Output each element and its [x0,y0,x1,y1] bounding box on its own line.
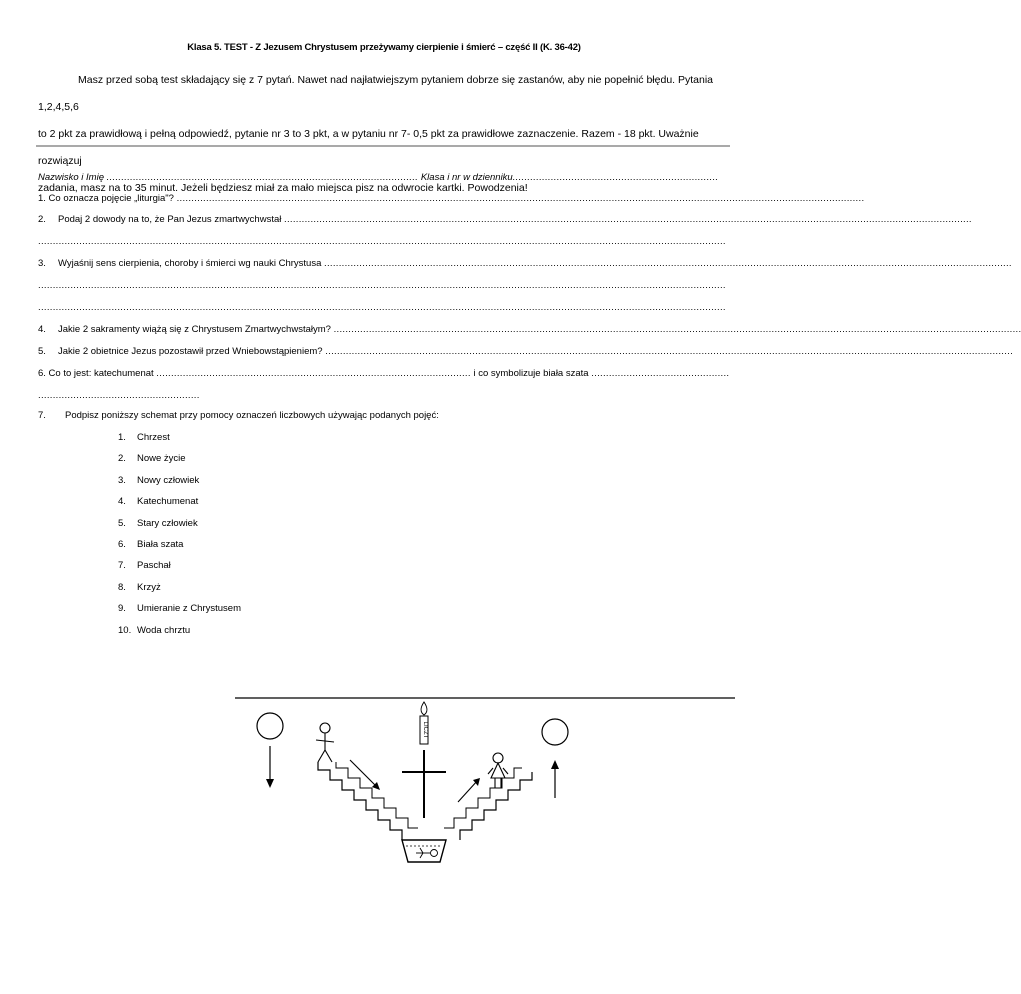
question-6-text-a: 6. Co to jest: katechumenat [38,368,157,379]
term-item [118,603,241,624]
term-number: 2. [118,453,126,465]
term-item [118,496,241,517]
term-label: Nowy człowiek [137,474,200,486]
term-item [118,625,241,646]
term-label: Nowe życie [137,453,186,465]
right-stairs-inner [444,768,522,828]
page-title: Klasa 5. TEST - Z Jezusem Chrystusem przeżywamy cierpienie i śmierć – część II (K. 36-42) [187,42,581,53]
term-label: Katechumenat [137,496,199,508]
question-6-text-b: i co symbolizuje biała szata [470,368,592,379]
term-number: 1. [118,432,126,443]
term-label: Umieranie z Chrystusem [137,603,241,615]
paschal-candle-icon [420,702,428,744]
name-line [38,172,728,183]
question-5-text: Jakie 2 obietnice Jezus pozostawił przed Wniebowstąpieniem? [58,346,326,357]
question-3 [38,258,1012,269]
stick-figure-icon [316,723,334,762]
answer-6a-field[interactable]: ........................................................................................................... [156,368,471,379]
answer-6-dots[interactable]: ....................................................... [38,390,200,401]
terms-list [118,432,241,646]
answer-6b-field[interactable]: ............................................... [591,368,730,379]
name-label: Nazwisko i Imię [38,172,107,183]
term-number: 5. [118,517,126,529]
question-5-number: 5. [38,346,46,357]
answer-2-dots[interactable]: .......................................................................................................................................................................................................................................... [38,236,726,247]
term-label: Woda chrztu [137,624,191,636]
term-number: 10. [118,624,132,636]
class-field[interactable]: ...................................................................... [512,172,719,183]
question-7 [38,410,439,421]
question-2-text: Podaj 2 dowody na to, że Pan Jezus zmartwychwstał [58,214,285,225]
answer-3-dots-a[interactable]: .......................................................................................................................................................................................................................................... [38,280,726,291]
question-2 [38,214,972,225]
term-number: 8. [118,581,126,593]
term-number: 4. [118,496,126,508]
term-label: Krzyż [137,581,161,593]
question-3-text: Wyjaśnij sens cierpienia, choroby i śmierci wg nauki Chrystusa [58,258,325,269]
candle-label: LICZT [422,721,428,739]
answer-3-dots-b[interactable]: .......................................................................................................................................................................................................................................... [38,302,726,313]
question-4 [38,324,1021,335]
answer-4-field[interactable]: .......................................................................................................................................................................................................................................... [333,324,1021,335]
term-item [118,432,241,453]
answer-2-line-2[interactable] [38,236,728,247]
right-stairs [460,772,532,840]
answer-6-line-2[interactable] [38,390,728,401]
term-label: Chrzest [137,432,170,443]
question-7-number: 7. [38,410,46,421]
question-4-text: Jakie 2 sakramenty wiążą się z Chrystusem Zmartwychwstałym? [58,324,334,335]
question-3-number: 3. [38,258,46,269]
term-item [118,582,241,603]
immersed-figure-icon [416,848,438,858]
answer-3-line-3[interactable] [38,302,728,313]
class-label: Klasa i nr w dzienniku [418,172,513,183]
question-7-text: Podpisz poniższy schemat przy pomocy oznaczeń liczbowych używając podanych pojęć: [65,410,439,421]
answer-3-field[interactable]: .......................................................................................................................................................................................................................................... [324,258,1012,269]
term-label: Stary człowiek [137,517,198,529]
question-4-number: 4. [38,324,46,335]
answer-2-field[interactable]: .......................................................................................................................................................................................................................................... [284,214,972,225]
new-man-figure-icon [488,753,508,788]
question-6 [38,368,728,379]
question-1 [38,193,865,204]
answer-3-line-2[interactable] [38,280,728,291]
term-number: 3. [118,474,126,486]
up-slope-arrow-shaft [458,780,478,802]
instructions-line-2: to 2 pkt za prawidłową i pełną odpowiedź, pytanie nr 3 to 3 pkt, a w pytaniu nr 7- 0,5 pkt za prawidłowe zaznaczenie. Razem - 18 pkt. Uważnie rozwiązuj [38,128,699,167]
right-circle-icon [542,719,568,745]
instructions-line-3: zadania, masz na to 35 minut. Jeżeli będziesz miał za mało miejsca pisz na odwrocie kartki. Powodzenia! [38,182,528,194]
right-up-arrow-head [551,760,559,769]
baptism-font [402,840,446,862]
term-item [118,518,241,539]
left-circle-icon [257,713,283,739]
term-label: Biała szata [137,538,184,550]
question-5 [38,346,1014,357]
term-number: 7. [118,560,126,572]
answer-5-field[interactable]: .......................................................................................................................................................................................................................................... [325,346,1014,357]
answer-1-field[interactable]: .......................................................................................................................................................................................................................................... [176,193,865,204]
term-number: 9. [118,603,126,615]
term-number: 6. [118,538,126,550]
divider [36,145,730,147]
question-2-number: 2. [38,214,46,225]
instructions-line-1: Masz przed sobą test składający się z 7 pytań. Nawet nad najłatwiejszym pytaniem dobrze się zastanów, aby nie popełnić błędu. Pytania 1,2,4,5,6 [38,74,714,113]
question-1-text: 1. Co oznacza pojęcie „liturgia"? [38,193,177,204]
down-slope-arrow-shaft [350,760,378,788]
name-field[interactable]: .......................................................................................................... [106,172,419,183]
term-item [118,539,241,560]
baptism-diagram [230,690,740,890]
left-stairs [318,762,402,840]
term-item [118,560,241,581]
left-down-arrow-head [266,779,274,788]
term-label: Paschał [137,560,171,572]
term-item [118,453,241,474]
term-item [118,475,241,496]
